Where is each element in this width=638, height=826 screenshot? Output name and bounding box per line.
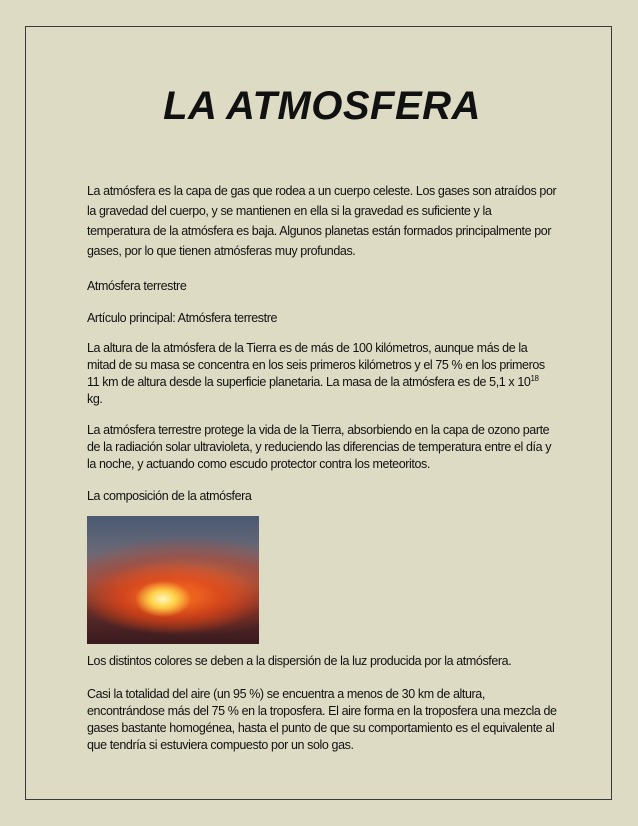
intro-paragraph: La atmósfera es la capa de gas que rodea a un cuerpo celeste. Los gases son atraídos por la gravedad del cuerpo, y se mantienen en ella si la gravedad es suficiente y la temperatura de la atmósfera es baja. Algunos planetas están formados principalmente por gases, por lo que tienen atmósferas muy profundas.	[87, 184, 557, 258]
altura-paragraph	[87, 340, 557, 408]
sunset-sky-image	[87, 516, 259, 644]
altura-exponent: 18	[530, 373, 539, 383]
protege-paragraph: La atmósfera terrestre protege la vida de la Tierra, absorbiendo en la capa de ozono parte de la radiación solar ultravioleta, y reduciendo las diferencias de temperatura entre el día y la noche, y actuando como escudo protector contra los meteoritos.	[87, 423, 552, 471]
page-title: LA ATMOSFERA	[163, 84, 481, 128]
altura-text: La altura de la atmósfera de la Tierra es de más de 100 kilómetros, aunque más de la mitad de su masa se concentra en los seis primeros kilómetros y el 75 % en los primeros 11 km de altura desde la superficie planetaria. La masa de la atmósfera es de 5,1 x 10	[87, 341, 545, 389]
section-heading-terrestre: Atmósfera terrestre	[87, 279, 187, 293]
main-article-note: Artículo principal: Atmósfera terrestre	[87, 311, 278, 325]
composicion-heading: La composición de la atmósfera	[87, 489, 252, 503]
totalidad-paragraph: Casi la totalidad del aire (un 95 %) se encuentra a menos de 30 km de altura, encontrándose más del 75 % en la troposfera. El aire forma en la troposfera una mezcla de gases bastante homogénea, hasta el punto de que su comportamiento es el equivalente al que tendría si estuviera compuesto por un solo gas.	[87, 687, 557, 752]
altura-unit: kg.	[87, 392, 103, 406]
page-border	[25, 26, 612, 800]
image-caption: Los distintos colores se deben a la dispersión de la luz producida por la atmósfera.	[87, 654, 512, 668]
